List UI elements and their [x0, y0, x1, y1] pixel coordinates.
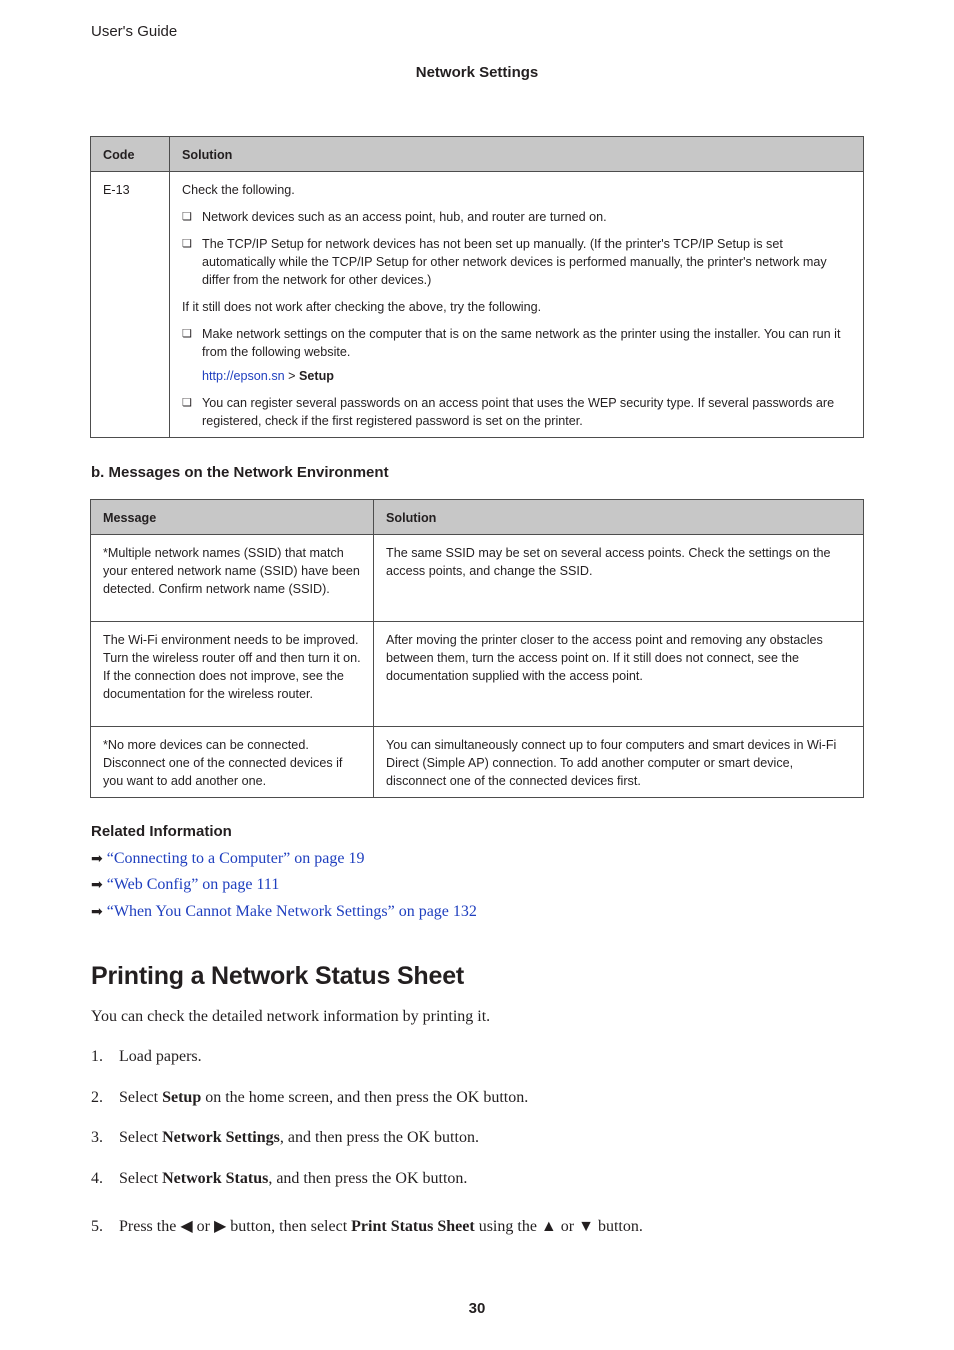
step-text: , and then press the OK button. [268, 1170, 468, 1187]
col-solution-header: Solution [374, 500, 864, 535]
up-arrow-icon: ▲ [540, 1218, 557, 1235]
solution-cell [170, 172, 864, 438]
related-link-row [91, 903, 477, 921]
list-item-text: The TCP/IP Setup for network devices has not been set up manually. (If the printer's TCP/IP Setup is set automatically while the TCP/IP Setup for other network devices is performed manually, the printer's network may differ from the network for other devices.) [202, 237, 827, 287]
section-header: Network Settings [415, 64, 539, 81]
list-item-text: You can register several passwords on an access point that uses the WEP security type. If several passwords are registered, check if the first registered password is set on the printer. [202, 396, 835, 428]
step-number: 2. [91, 1089, 103, 1106]
step-number: 1. [91, 1048, 103, 1065]
running-header: User's Guide [91, 23, 178, 40]
list-item-text-body: Make network settings on the computer that is on the same network as the printer using the installer. You can run it from the following website. [202, 327, 841, 359]
step-text: button. [593, 1218, 643, 1235]
step-text: Load papers. [119, 1048, 202, 1065]
step-text: Press the [119, 1218, 181, 1235]
step-bold: Network Status [162, 1170, 269, 1187]
step-bold: Setup [162, 1089, 202, 1106]
checkbox-bullet-icon: ❏ [182, 328, 192, 340]
step-number: 5. [91, 1218, 103, 1235]
setup-label: Setup [298, 369, 334, 383]
epson-link[interactable]: http://epson.sn [202, 369, 285, 383]
list-item [182, 394, 851, 430]
right-arrow-icon: ▶ [213, 1218, 227, 1235]
table-row [91, 535, 864, 622]
solution-mid-text: If it still does not work after checking the above, try the following. [182, 300, 542, 314]
related-link[interactable]: “When You Cannot Make Network Settings” on page 132 [106, 903, 477, 920]
list-item [182, 235, 851, 289]
step-2 [91, 1089, 528, 1107]
step-3 [91, 1129, 479, 1147]
table-row [91, 622, 864, 727]
message-cell: *Multiple network names (SSID) that match your entered network name (SSID) have been detected. Confirm network name (SSID). [91, 535, 374, 622]
website-line [202, 367, 851, 385]
arrow-right-icon: ➡ [91, 878, 103, 893]
step-text: , and then press the OK button. [279, 1129, 479, 1146]
related-link-row [91, 850, 364, 868]
message-cell: The Wi-Fi environment needs to be improved. Turn the wireless router off and then turn it on. If the connection does not improve, see the documentation for the wireless router. [91, 622, 374, 727]
list-item-text [202, 325, 851, 385]
step-number: 3. [91, 1129, 103, 1146]
related-link[interactable]: “Connecting to a Computer” on page 19 [106, 850, 365, 867]
step-text: button, then select [226, 1218, 352, 1235]
step-number: 4. [91, 1170, 103, 1187]
step-4 [91, 1170, 467, 1188]
subsection-heading: b. Messages on the Network Environment [91, 464, 389, 481]
step-text: using the [474, 1218, 541, 1235]
arrow-right-icon: ➡ [91, 905, 103, 920]
list-item [182, 208, 851, 226]
page-number: 30 [468, 1300, 486, 1317]
step-text: Select [119, 1170, 163, 1187]
message-cell: *No more devices can be connected. Disconnect one of the connected devices if you want to add another one. [91, 727, 374, 798]
checkbox-bullet-icon: ❏ [182, 397, 192, 409]
table-row [91, 727, 864, 798]
col-code-header: Code [91, 137, 170, 172]
step-text: or [192, 1218, 214, 1235]
checkbox-bullet-icon: ❏ [182, 238, 192, 250]
left-arrow-icon: ◀ [180, 1218, 193, 1235]
step-bold: Network Settings [162, 1129, 280, 1146]
step-text: on the home screen, and then press the OK button. [201, 1089, 529, 1106]
step-text: or [556, 1218, 579, 1235]
solution-cell: You can simultaneously connect up to four computers and smart devices in Wi-Fi Direct (Simple AP) connection. To add another computer or smart device, disconnect one of the connected devices first. [374, 727, 864, 798]
down-arrow-icon: ▼ [578, 1218, 594, 1235]
related-info-heading: Related Information [91, 823, 232, 840]
messages-table [90, 499, 864, 798]
code-cell: E-13 [91, 172, 170, 438]
arrow-right-icon: ➡ [91, 852, 103, 867]
intro-text: You can check the detailed network information by printing it. [91, 1008, 491, 1025]
related-link[interactable]: “Web Config” on page 111 [106, 876, 280, 893]
step-bold: Print Status Sheet [351, 1218, 475, 1235]
section-title: Printing a Network Status Sheet [91, 962, 465, 990]
solution-cell: The same SSID may be set on several access points. Check the settings on the access points, and change the SSID. [374, 535, 864, 622]
col-solution-header: Solution [170, 137, 864, 172]
col-message-header: Message [91, 500, 374, 535]
error-code-table [90, 136, 864, 438]
solution-cell: After moving the printer closer to the access point and removing any obstacles between them, turn the access point on. If it still does not connect, see the documentation supplied with the access point. [374, 622, 864, 727]
list-item-text: Network devices such as an access point, hub, and router are turned on. [202, 210, 607, 224]
list-item [182, 325, 851, 385]
related-link-row [91, 876, 279, 894]
solution-intro: Check the following. [182, 183, 295, 197]
step-1 [91, 1048, 202, 1066]
step-text: Select [119, 1129, 163, 1146]
step-text: Select [119, 1089, 163, 1106]
step-5 [91, 1216, 643, 1236]
link-separator: > [284, 369, 299, 383]
checkbox-bullet-icon: ❏ [182, 211, 192, 223]
